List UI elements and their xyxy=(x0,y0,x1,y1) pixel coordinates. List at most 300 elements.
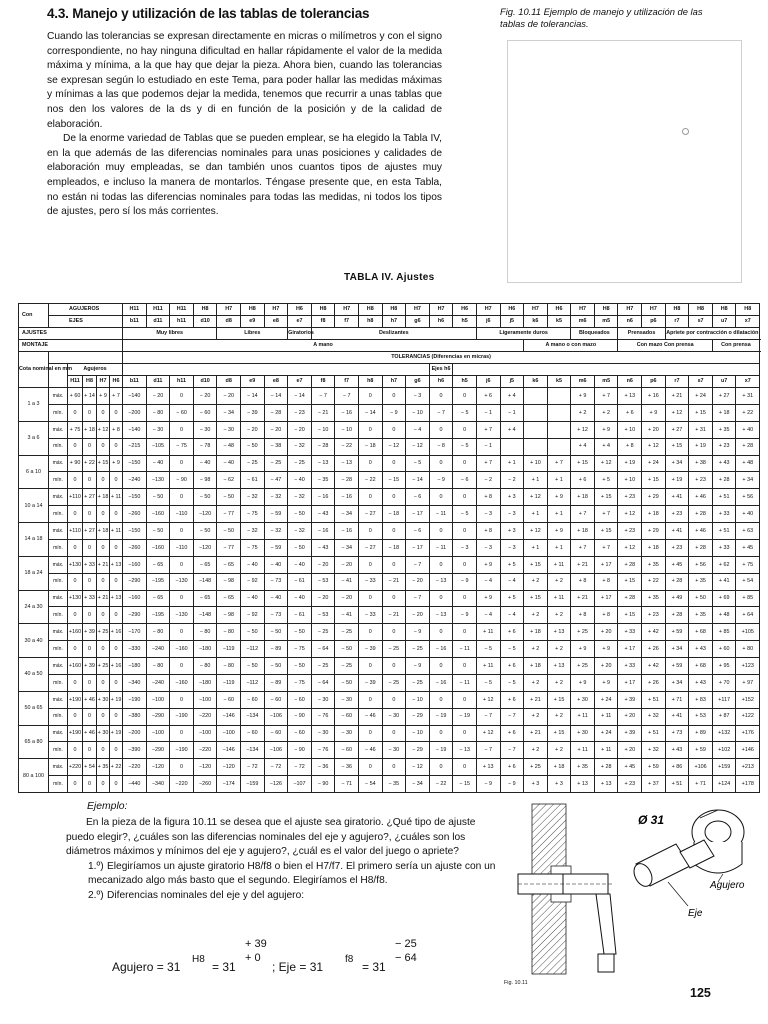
example-step-1 xyxy=(88,860,496,889)
max-label: máx. xyxy=(49,455,68,472)
min-value: + 18 xyxy=(642,539,666,556)
max-value: +123 xyxy=(736,658,760,675)
agujero-code: H7 xyxy=(335,304,359,316)
min-value: − 92 xyxy=(240,573,264,590)
min-value: − 17 xyxy=(406,539,430,556)
agujero-code: H11 xyxy=(146,304,170,316)
max-value: 0 xyxy=(429,725,453,742)
max-value: − 10 xyxy=(406,691,430,708)
min-value: + 43 xyxy=(665,742,689,759)
min-value: − 20 xyxy=(406,573,430,590)
max-value: + 21 xyxy=(524,725,548,742)
min-value: − 53 xyxy=(311,573,335,590)
min-value: − 1 xyxy=(476,404,500,421)
min-value: − 61 xyxy=(288,607,312,624)
eje-code: f8 xyxy=(311,316,335,328)
min-value: −105 xyxy=(146,438,170,455)
max-value: − 30 xyxy=(193,421,217,438)
max-value: 0 xyxy=(358,455,382,472)
max-value: −120 xyxy=(193,759,217,776)
max-value: 0 xyxy=(170,455,194,472)
table-row xyxy=(19,539,760,556)
shaft-col-code: h8 xyxy=(358,376,382,388)
formula-eq1: = 31 xyxy=(212,960,236,974)
max-value: 0 xyxy=(429,489,453,506)
max-value: +130 xyxy=(68,556,83,573)
max-value: − 50 xyxy=(217,523,241,540)
max-value: 0 xyxy=(358,421,382,438)
min-value: − 18 xyxy=(382,506,406,523)
ajuste-group: Muy libres xyxy=(123,328,217,340)
min-value: + 1 xyxy=(547,506,571,523)
min-value: − 14 xyxy=(358,404,382,421)
max-value: −160 xyxy=(123,590,147,607)
min-value: − 28 xyxy=(264,404,288,421)
max-value: + 59 xyxy=(642,759,666,776)
agujeros-row xyxy=(19,304,760,316)
min-value: − 7 xyxy=(476,742,500,759)
shaft-col-code: u7 xyxy=(712,376,736,388)
min-value: + 2 xyxy=(547,573,571,590)
max-value: 0 xyxy=(382,455,406,472)
max-value: − 25 xyxy=(264,455,288,472)
max-value: + 12 xyxy=(476,691,500,708)
empty-cell xyxy=(49,352,123,364)
max-value: + 41 xyxy=(665,523,689,540)
min-value: − 98 xyxy=(193,472,217,489)
table-row xyxy=(19,590,760,607)
max-value: + 19 xyxy=(110,725,123,742)
min-value: + 2 xyxy=(594,404,618,421)
shaft-col-code: n6 xyxy=(618,376,642,388)
ajuste-group: Apriete por contracción o dilatación xyxy=(665,328,759,340)
max-value: + 15 xyxy=(524,556,548,573)
min-value: − 21 xyxy=(311,404,335,421)
max-value: − 13 xyxy=(335,455,359,472)
min-value: 0 xyxy=(83,404,97,421)
min-value: − 23 xyxy=(288,404,312,421)
min-value: −130 xyxy=(146,472,170,489)
min-value: −220 xyxy=(170,776,194,793)
size-range: 80 a 100 xyxy=(19,759,49,793)
min-value: − 75 xyxy=(240,539,264,556)
min-value: − 75 xyxy=(170,438,194,455)
min-value: 0 xyxy=(68,472,83,489)
min-value: + 1 xyxy=(547,472,571,489)
max-value: + 3 xyxy=(500,489,524,506)
eje-code: p6 xyxy=(642,316,666,328)
shaft-col-code: e9 xyxy=(240,376,264,388)
min-value: 0 xyxy=(97,438,110,455)
body-text xyxy=(47,30,442,220)
max-value: +117 xyxy=(712,691,736,708)
max-value: − 25 xyxy=(335,658,359,675)
min-value: − 1 xyxy=(500,404,524,421)
max-value: − 6 xyxy=(406,523,430,540)
max-value: + 25 xyxy=(571,658,595,675)
max-value: + 9 xyxy=(97,388,110,405)
min-value: − 3 xyxy=(500,539,524,556)
ajustes-row xyxy=(19,328,760,340)
max-value: + 16 xyxy=(110,658,123,675)
min-value: − 8 xyxy=(429,438,453,455)
table-row xyxy=(19,556,760,573)
max-value: + 49 xyxy=(665,590,689,607)
max-value: 0 xyxy=(170,691,194,708)
min-value: − 53 xyxy=(311,607,335,624)
agujero-code: H7 xyxy=(406,304,430,316)
min-value: + 41 xyxy=(665,708,689,725)
max-value: − 32 xyxy=(288,489,312,506)
min-value: − 75 xyxy=(240,506,264,523)
formula-h8: H8 xyxy=(192,954,205,965)
max-value: + 21 xyxy=(571,590,595,607)
max-value: −170 xyxy=(123,624,147,641)
size-range: 50 a 65 xyxy=(19,691,49,725)
min-value: −380 xyxy=(123,708,147,725)
cota-nominal-label: Cota nominal en mm xyxy=(19,352,49,388)
min-value: + 20 xyxy=(618,742,642,759)
min-value: − 5 xyxy=(476,641,500,658)
min-value: 0 xyxy=(97,708,110,725)
min-value: − 5 xyxy=(453,506,477,523)
table-row xyxy=(19,404,760,421)
min-value: +122 xyxy=(736,708,760,725)
min-value: + 11 xyxy=(571,742,595,759)
min-value: − 71 xyxy=(335,776,359,793)
max-value: − 20 xyxy=(311,590,335,607)
diameter-label: Ø 31 xyxy=(638,813,665,827)
max-value: −120 xyxy=(146,759,170,776)
min-value: − 5 xyxy=(500,674,524,691)
size-range: 14 a 18 xyxy=(19,523,49,557)
max-value: + 59 xyxy=(665,624,689,641)
min-value: − 98 xyxy=(217,573,241,590)
max-value: 0 xyxy=(382,725,406,742)
shaft-col-code: j6 xyxy=(476,376,500,388)
max-value: + 28 xyxy=(618,590,642,607)
max-value: 0 xyxy=(170,489,194,506)
max-value: + 35 xyxy=(571,759,595,776)
agujero-code: H8 xyxy=(193,304,217,316)
min-value: − 39 xyxy=(358,674,382,691)
min-value: − 75 xyxy=(288,674,312,691)
example-intro: En la pieza de la figura 10.11 se desea que el ajuste sea giratorio. ¿Qué tipo de ajuste puedo elegir?, ¿cuáles son las diferencias nominales del eje y agujero?, ¿cuáles son los diámetros máximos y mínimos del eje y agujero?, ¿cuál es el valor del juego o apriete? xyxy=(66,817,476,857)
min-value: − 19 xyxy=(453,708,477,725)
formula-eje: ; Eje = 31 xyxy=(272,960,324,974)
max-value: − 60 xyxy=(288,691,312,708)
min-value: − 43 xyxy=(311,539,335,556)
max-value: − 30 xyxy=(217,421,241,438)
max-value: 0 xyxy=(170,388,194,405)
min-value: −260 xyxy=(123,539,147,556)
max-value: − 65 xyxy=(217,590,241,607)
min-value: − 30 xyxy=(382,708,406,725)
max-value: − 65 xyxy=(193,590,217,607)
max-value: + 40 xyxy=(736,421,760,438)
max-value: + 31 xyxy=(689,421,713,438)
max-label: máx. xyxy=(49,523,68,540)
min-value: − 39 xyxy=(358,641,382,658)
min-value: + 23 xyxy=(618,776,642,793)
min-value: 0 xyxy=(68,776,83,793)
fit-formula xyxy=(112,938,502,980)
eje-code: j6 xyxy=(476,316,500,328)
table-row xyxy=(19,455,760,472)
max-value: − 6 xyxy=(406,489,430,506)
eje-code: e7 xyxy=(288,316,312,328)
max-value: + 15 xyxy=(594,489,618,506)
max-value: + 5 xyxy=(500,556,524,573)
tolerancias-row xyxy=(19,352,760,364)
max-value: + 18 xyxy=(571,523,595,540)
hole-col-code: H8 xyxy=(83,376,97,388)
max-value: 0 xyxy=(453,658,477,675)
max-value: 0 xyxy=(382,556,406,573)
size-range: 6 a 10 xyxy=(19,455,49,489)
min-value: − 50 xyxy=(240,438,264,455)
max-value: + 6 xyxy=(500,725,524,742)
shaft-col-code: e8 xyxy=(264,376,288,388)
max-value: + 1 xyxy=(500,455,524,472)
max-value: − 80 xyxy=(217,624,241,641)
eje-code: d8 xyxy=(217,316,241,328)
min-value: −130 xyxy=(170,573,194,590)
min-value: + 12 xyxy=(618,539,642,556)
min-value: 0 xyxy=(68,674,83,691)
max-value: + 15 xyxy=(547,725,571,742)
max-value: − 13 xyxy=(311,455,335,472)
max-value: 0 xyxy=(358,691,382,708)
max-value: + 33 xyxy=(618,624,642,641)
max-value xyxy=(547,388,571,405)
max-value: + 39 xyxy=(618,691,642,708)
min-value: −340 xyxy=(123,674,147,691)
max-value: − 20 xyxy=(217,388,241,405)
min-value: − 16 xyxy=(429,641,453,658)
min-value: 0 xyxy=(97,539,110,556)
min-value: −106 xyxy=(264,708,288,725)
max-value: − 72 xyxy=(288,759,312,776)
max-value: + 51 xyxy=(642,691,666,708)
step-number: 1.º) xyxy=(88,860,104,872)
max-value: + 20 xyxy=(594,624,618,641)
max-value: 0 xyxy=(429,556,453,573)
max-value: − 40 xyxy=(146,455,170,472)
max-value: 0 xyxy=(382,590,406,607)
min-value: −195 xyxy=(146,607,170,624)
min-value: − 3 xyxy=(500,506,524,523)
min-value: − 25 xyxy=(382,674,406,691)
min-value: + 3 xyxy=(524,776,548,793)
step-text: Elegiríamos un ajuste giratorio H8/f8 o bien el H7/f7. El primero sería un ajuste con un mecanizado algo más basto que el segundo. Elegiríamos el H8/f8. xyxy=(88,860,496,886)
max-value: +132 xyxy=(712,725,736,742)
max-value: + 7 xyxy=(476,455,500,472)
min-value: + 11 xyxy=(594,742,618,759)
max-value: + 54 xyxy=(83,759,97,776)
max-value: + 7 xyxy=(547,455,571,472)
min-value: −390 xyxy=(123,742,147,759)
min-value: − 5 xyxy=(500,641,524,658)
shaft-col-code: h11 xyxy=(170,376,194,388)
max-value: + 24 xyxy=(689,388,713,405)
agujero-code: H7 xyxy=(571,304,595,316)
max-value: + 21 xyxy=(97,590,110,607)
min-value: − 41 xyxy=(335,573,359,590)
max-value: − 40 xyxy=(288,556,312,573)
max-label: máx. xyxy=(49,691,68,708)
min-value: + 19 xyxy=(665,472,689,489)
max-value: +160 xyxy=(68,658,83,675)
max-value: − 50 xyxy=(217,489,241,506)
max-value: − 40 xyxy=(288,590,312,607)
min-value: − 11 xyxy=(429,539,453,556)
agujero-code: H7 xyxy=(618,304,642,316)
max-value: − 20 xyxy=(335,590,359,607)
min-value: − 34 xyxy=(335,506,359,523)
min-value: −290 xyxy=(146,742,170,759)
min-value: − 9 xyxy=(500,776,524,793)
min-value: −146 xyxy=(217,742,241,759)
max-value: + 21 xyxy=(97,556,110,573)
max-value: − 9 xyxy=(406,624,430,641)
min-value: − 35 xyxy=(382,776,406,793)
min-value: − 60 xyxy=(193,404,217,421)
max-value: + 21 xyxy=(524,691,548,708)
min-value: − 18 xyxy=(358,438,382,455)
min-value: 0 xyxy=(97,404,110,421)
min-value: 0 xyxy=(83,607,97,624)
max-value: 0 xyxy=(358,624,382,641)
max-value: + 25 xyxy=(97,624,110,641)
min-value: + 33 xyxy=(712,506,736,523)
min-value: + 1 xyxy=(524,539,548,556)
agujero-code: H6 xyxy=(547,304,571,316)
max-value: + 13 xyxy=(547,624,571,641)
shaft-col-code: f8 xyxy=(311,376,335,388)
min-label: mín. xyxy=(49,641,68,658)
max-value: − 60 xyxy=(217,691,241,708)
max-value: + 23 xyxy=(618,489,642,506)
min-value: −200 xyxy=(123,404,147,421)
max-value: 0 xyxy=(382,759,406,776)
eje-code: n6 xyxy=(618,316,642,328)
table-row xyxy=(19,523,760,540)
min-value: + 9 xyxy=(642,404,666,421)
min-value: − 28 xyxy=(311,438,335,455)
shaft-col-code: r7 xyxy=(665,376,689,388)
tolerancias-label: TOLERANCIAS (Diferencias en micras) xyxy=(123,352,760,364)
min-value: − 19 xyxy=(429,708,453,725)
agujero-code: H8 xyxy=(736,304,760,316)
min-label: mín. xyxy=(49,674,68,691)
max-value: + 24 xyxy=(642,455,666,472)
shaft-col-code: b11 xyxy=(123,376,147,388)
min-value: + 28 xyxy=(689,506,713,523)
min-value: − 9 xyxy=(382,404,406,421)
min-value: − 62 xyxy=(217,472,241,489)
min-value: − 6 xyxy=(453,472,477,489)
max-value: + 27 xyxy=(712,388,736,405)
min-value: + 2 xyxy=(524,674,548,691)
max-value xyxy=(524,421,548,438)
min-value: + 87 xyxy=(712,708,736,725)
min-value: − 7 xyxy=(476,708,500,725)
min-value: − 22 xyxy=(358,472,382,489)
max-value: − 7 xyxy=(335,388,359,405)
max-value: + 25 xyxy=(571,624,595,641)
min-value: + 54 xyxy=(736,573,760,590)
ajustes-label: AJUSTES xyxy=(19,328,123,340)
min-value: + 12 xyxy=(618,506,642,523)
agujero-code: H6 xyxy=(453,304,477,316)
min-value: 0 xyxy=(68,438,83,455)
min-value xyxy=(524,404,548,421)
min-value: + 26 xyxy=(642,641,666,658)
max-value: 0 xyxy=(358,523,382,540)
max-value xyxy=(547,421,571,438)
max-value: − 3 xyxy=(406,388,430,405)
min-value: − 48 xyxy=(217,438,241,455)
max-value: + 39 xyxy=(618,725,642,742)
min-value: + 22 xyxy=(642,573,666,590)
agujero-code: H8 xyxy=(712,304,736,316)
formula-shaft-lower: − 64 xyxy=(395,952,417,964)
shaft-col-code: j5 xyxy=(500,376,524,388)
min-value: − 77 xyxy=(217,539,241,556)
size-range: 40 a 50 xyxy=(19,658,49,692)
min-value: − 73 xyxy=(264,573,288,590)
ajuste-group: Ligeramente duros xyxy=(476,328,570,340)
max-value: + 4 xyxy=(500,421,524,438)
min-value: − 25 xyxy=(382,641,406,658)
min-value: 0 xyxy=(68,573,83,590)
min-value: − 33 xyxy=(358,607,382,624)
min-value: + 34 xyxy=(736,472,760,489)
min-value: −159 xyxy=(240,776,264,793)
min-value: − 61 xyxy=(240,472,264,489)
max-value: + 15 xyxy=(547,691,571,708)
min-value: − 7 xyxy=(500,742,524,759)
min-value: + 13 xyxy=(571,776,595,793)
agujeros-label: AGUJEROS xyxy=(49,304,123,316)
min-value: − 15 xyxy=(382,472,406,489)
max-value: − 16 xyxy=(311,523,335,540)
size-range: 65 a 80 xyxy=(19,725,49,759)
hole-col-code: H6 xyxy=(110,376,123,388)
max-value: − 80 xyxy=(146,658,170,675)
max-value: + 85 xyxy=(712,624,736,641)
min-value: − 34 xyxy=(335,539,359,556)
max-value: + 41 xyxy=(665,489,689,506)
table-row xyxy=(19,641,760,658)
max-value: − 25 xyxy=(311,658,335,675)
min-value: + 2 xyxy=(524,708,548,725)
min-value: −290 xyxy=(146,708,170,725)
min-value: + 17 xyxy=(618,674,642,691)
ajuste-group: Prensados xyxy=(618,328,665,340)
max-value: − 80 xyxy=(217,658,241,675)
min-label: mín. xyxy=(49,607,68,624)
max-value: − 65 xyxy=(146,556,170,573)
min-value: −290 xyxy=(123,607,147,624)
max-value: − 16 xyxy=(311,489,335,506)
max-value: + 13 xyxy=(110,556,123,573)
max-value: + 18 xyxy=(524,624,548,641)
min-value: −107 xyxy=(288,776,312,793)
min-value: 0 xyxy=(68,708,83,725)
max-value: − 10 xyxy=(311,421,335,438)
